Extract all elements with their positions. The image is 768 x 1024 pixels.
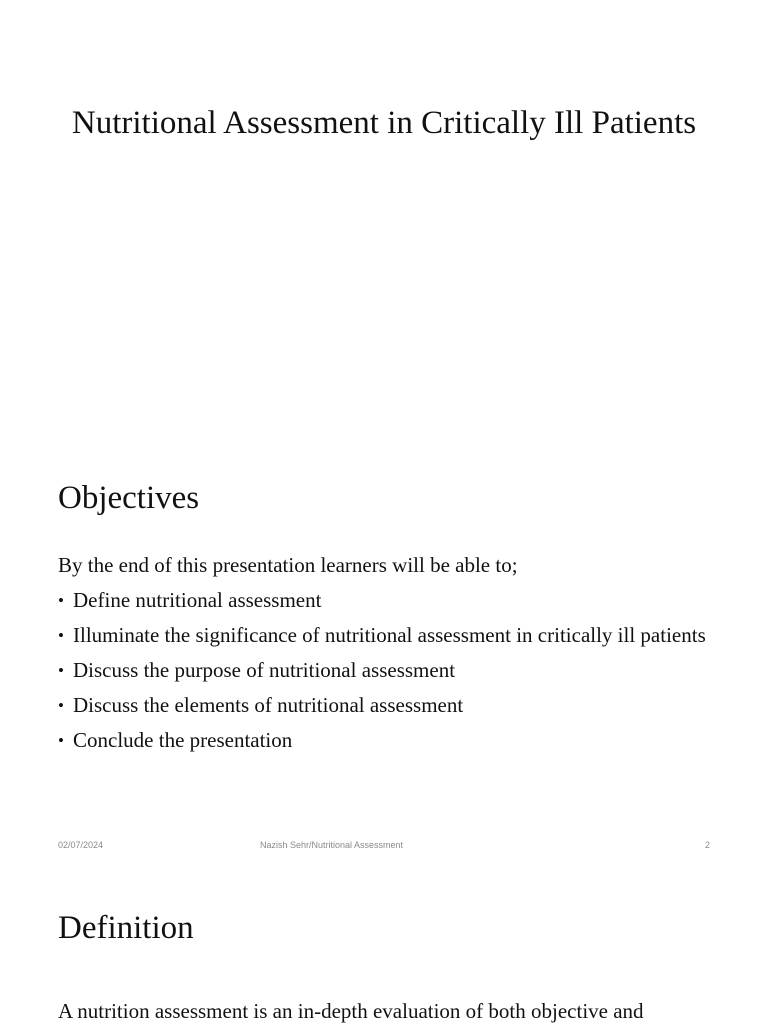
objectives-slide [0,432,768,864]
bullet-icon: • [58,591,64,610]
footer-page-number: 2 [704,840,710,850]
definition-heading: Definition [58,910,194,946]
bullet-icon: • [58,696,64,715]
bullet-text: Illuminate the significance of nutritional assessment in critically ill patients [73,623,706,647]
definition-text: A nutrition assessment is an in-depth evaluation of both objective and [58,999,644,1023]
objectives-heading: Objectives [58,480,200,516]
bullet-text: Conclude the presentation [73,728,293,752]
presentation-title: Nutritional Assessment in Critically Ill Patients [71,105,697,141]
footer-date: 02/07/2024 [58,840,104,850]
list-item [58,622,708,649]
bullet-text: Define nutritional assessment [73,588,322,612]
bullet-text: Discuss the elements of nutritional assessment [73,693,464,717]
list-item [58,692,708,719]
objectives-intro: By the end of this presentation learners will be able to; [58,553,518,577]
list-item [58,587,708,614]
bullet-icon: • [58,626,64,645]
definition-slide [0,864,768,1024]
objectives-list [58,587,708,762]
slide-footer [0,840,768,854]
bullet-icon: • [58,661,64,680]
list-item [58,657,708,684]
title-slide [0,0,768,432]
footer-author: Nazish Sehr/Nutritional Assessment [260,840,404,850]
bullet-icon: • [58,731,64,750]
bullet-text: Discuss the purpose of nutritional assessment [73,658,456,682]
list-item [58,727,708,754]
